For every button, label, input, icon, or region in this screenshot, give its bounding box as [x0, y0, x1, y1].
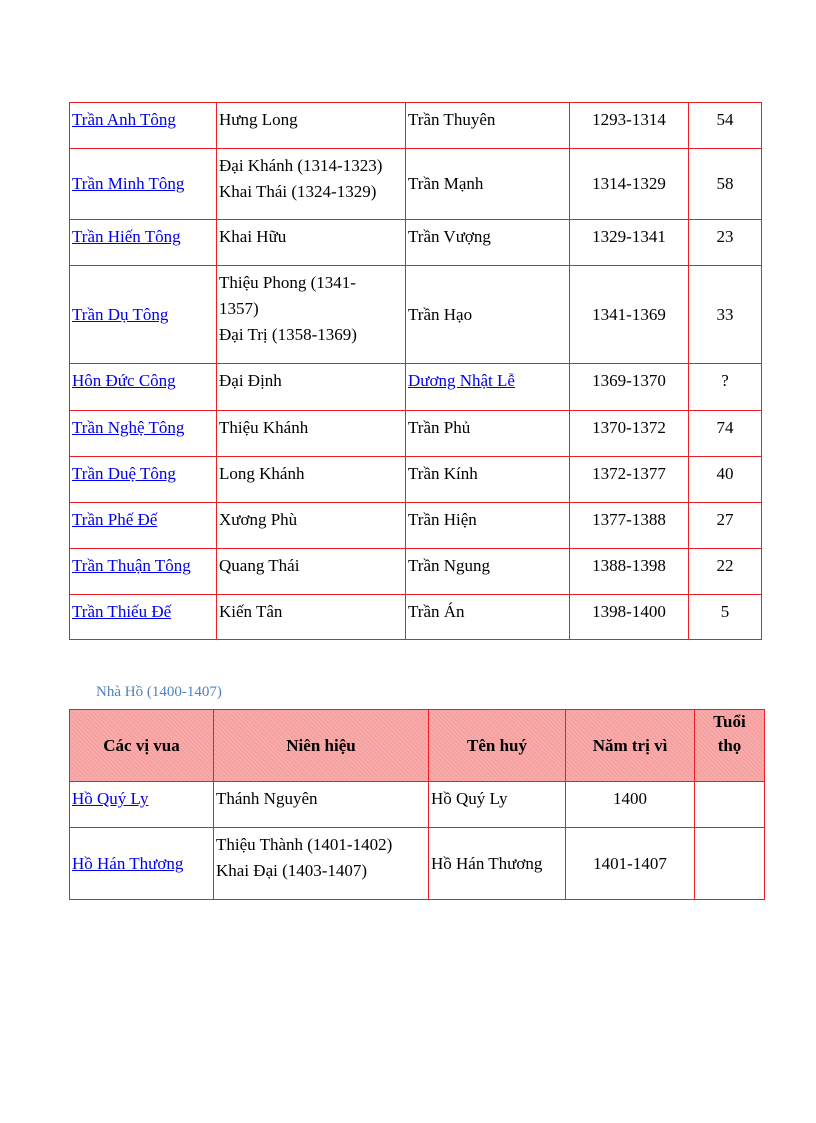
king-link[interactable]: Trần Thuận Tông: [72, 556, 191, 575]
reign-cell: 1400: [566, 782, 695, 828]
era-cell: Khai Hữu: [217, 220, 406, 266]
personal-name-cell: Trần Ngung: [406, 549, 570, 595]
age-cell: 23: [689, 220, 762, 266]
king-link[interactable]: Hôn Đức Công: [72, 371, 176, 390]
personal-name-cell: Trần Phủ: [406, 411, 570, 457]
king-link[interactable]: Trần Phế Đế: [72, 510, 158, 529]
header-row: [70, 710, 765, 782]
age-cell: 22: [689, 549, 762, 595]
era-cell: Hưng Long: [217, 103, 406, 149]
age-cell: ?: [689, 364, 762, 411]
age-cell: 27: [689, 503, 762, 549]
table-row: [70, 549, 762, 595]
table-row: [70, 411, 762, 457]
table-row: [70, 782, 765, 828]
tran-dynasty-table: [69, 102, 762, 640]
personal-name-link[interactable]: Dương Nhật Lễ: [408, 371, 515, 390]
reign-cell: 1370-1372: [570, 411, 689, 457]
reign-cell: 1401-1407: [566, 828, 695, 900]
table-row: [70, 595, 762, 640]
era-cell: Thiệu Phong (1341- 1357) Đại Trị (1358-1369): [217, 266, 406, 364]
table-row: [70, 266, 762, 364]
king-link[interactable]: Hồ Quý Ly: [72, 789, 149, 808]
reign-cell: 1314-1329: [570, 149, 689, 220]
age-cell: [695, 782, 765, 828]
age-cell: 40: [689, 457, 762, 503]
reign-cell: 1293-1314: [570, 103, 689, 149]
table-row: [70, 828, 765, 900]
header-era: Niên hiệu: [214, 710, 429, 782]
king-link[interactable]: Trần Thiếu Đế: [72, 602, 172, 621]
header-king: Các vị vua: [70, 710, 214, 782]
era-cell: Quang Thái: [217, 549, 406, 595]
table-row: [70, 457, 762, 503]
header-personal-name: Tên huý: [429, 710, 566, 782]
age-cell: 58: [689, 149, 762, 220]
table-row: [70, 103, 762, 149]
king-link[interactable]: Trần Dụ Tông: [72, 304, 169, 324]
header-age: Tuổi thọ: [695, 710, 765, 782]
era-cell: Đại Khánh (1314-1323) Khai Thái (1324-1329): [217, 149, 406, 220]
reign-cell: 1377-1388: [570, 503, 689, 549]
personal-name-cell: Trần Mạnh: [406, 149, 570, 220]
personal-name-cell: Trần Kính: [406, 457, 570, 503]
king-link[interactable]: Trần Hiến Tông: [72, 227, 181, 246]
era-cell: Thiệu Khánh: [217, 411, 406, 457]
king-link[interactable]: Hồ Hán Thương: [72, 853, 184, 873]
ho-dynasty-table: [69, 709, 765, 900]
section-caption: Nhà Hồ (1400-1407): [96, 684, 222, 700]
personal-name-cell: Trần Án: [406, 595, 570, 640]
reign-cell: 1329-1341: [570, 220, 689, 266]
king-link[interactable]: Trần Nghệ Tông: [72, 418, 185, 437]
reign-cell: 1388-1398: [570, 549, 689, 595]
age-cell: 54: [689, 103, 762, 149]
personal-name-cell: Trần Hiện: [406, 503, 570, 549]
age-cell: 33: [689, 266, 762, 364]
personal-name-cell: Hồ Hán Thương: [429, 828, 566, 900]
personal-name-cell: Hồ Quý Ly: [429, 782, 566, 828]
era-cell: Thánh Nguyên: [214, 782, 429, 828]
table-row: [70, 364, 762, 411]
king-link[interactable]: Trần Anh Tông: [72, 110, 176, 129]
era-cell: Long Khánh: [217, 457, 406, 503]
age-cell: [695, 828, 765, 900]
reign-cell: 1398-1400: [570, 595, 689, 640]
era-cell: Thiệu Thành (1401-1402) Khai Đại (1403-1407): [214, 828, 429, 900]
age-cell: 74: [689, 411, 762, 457]
personal-name-cell: Trần Vượng: [406, 220, 570, 266]
era-cell: Đại Định: [217, 364, 406, 411]
table-row: [70, 220, 762, 266]
king-link[interactable]: Trần Minh Tông: [72, 174, 185, 193]
table-row: [70, 149, 762, 220]
era-cell: Kiến Tân: [217, 595, 406, 640]
personal-name-cell: Trần Hạo: [406, 266, 570, 364]
table-row: [70, 503, 762, 549]
reign-cell: 1341-1369: [570, 266, 689, 364]
header-reign: Năm trị vì: [566, 710, 695, 782]
personal-name-cell: Trần Thuyên: [406, 103, 570, 149]
era-cell: Xương Phù: [217, 503, 406, 549]
reign-cell: 1369-1370: [570, 364, 689, 411]
king-link[interactable]: Trần Duệ Tông: [72, 464, 176, 483]
reign-cell: 1372-1377: [570, 457, 689, 503]
age-cell: 5: [689, 595, 762, 640]
